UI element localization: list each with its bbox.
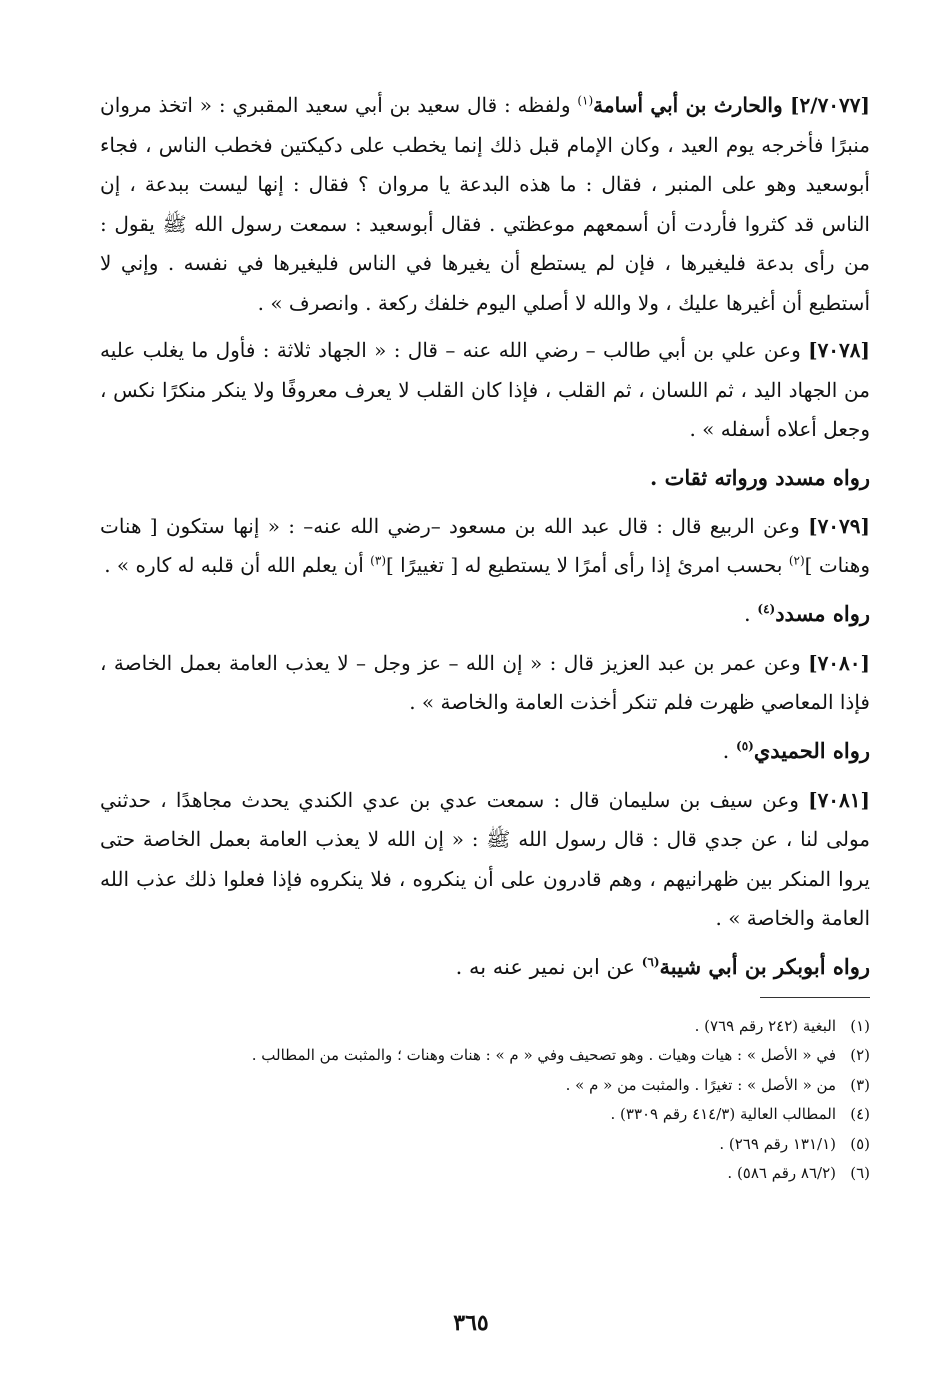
page-number: ٣٦٥ — [453, 1310, 489, 1336]
footnote-text: (٨٦/٢ رقم ٥٨٦) . — [727, 1164, 836, 1182]
hadith-text: بحسب امرئ إذا رأى أمرًا لا يستطيع له [ تغييرًا ] — [386, 553, 789, 577]
attribution-1: رواه مسدد ورواته ثقات . — [649, 464, 870, 490]
hadith-7077 — [100, 86, 870, 323]
footnote-number: (١) — [850, 1016, 870, 1035]
hadith-7078 — [100, 331, 870, 450]
footnote-text: في « الأصل » : هيات وهيات . وهو تصحيف وفي « م » : هنات وهنات ؛ والمثبت من المطالب . — [251, 1046, 836, 1064]
hadith-number: [٧٠٧٩] — [808, 513, 870, 538]
footnote-text: من « الأصل » : تغيرًا . والمثبت من « م » . — [565, 1075, 836, 1094]
attribution-text: رواه مسدد — [775, 600, 870, 626]
hadith-text: ولفظه : قال سعيد بن أبي سعيد المقبري : « اتخذ مروان منبرًا فأخرجه يوم العيد ، وكان الإمام قبل ذلك إنما يخطب على دكيكتين فخطب الناس ، فجاء أبوسعيد وهو على المنبر ، فقال : ما هذه البدعة يا مروان ؟ فقال : إنها ليست ببدعة ، إن الناس قد كثروا فأردت أن أسمعهم موعظتي . فقال أبوسعيد : سمعت رسول الله ﷺ يقول : من رأى بدعة فليغيرها ، فإن لم يستطع أن يغيرها في الناس فليغيرها في نفسه . وإني لا أستطيع أن أغيرها عليك ، ولا والله لا أصلي اليوم خلفك ركعة . وانصرف » . — [100, 93, 870, 315]
footnote-ref[interactable]: (٣) — [370, 553, 386, 568]
footnote-number: (٣) — [850, 1075, 870, 1094]
footnote-divider — [760, 997, 870, 998]
footnote-3 — [100, 1071, 870, 1101]
footnote-ref[interactable]: (٥) — [736, 738, 754, 753]
footnote-text: (١٣١/١ رقم ٢٦٩) . — [719, 1134, 836, 1153]
footnote-text: المطالب العالية (٤١٤/٣ رقم ٣٣٠٩) . — [610, 1105, 836, 1123]
hadith-heading: والحارث بن أبي أسامة — [593, 93, 791, 117]
page-body — [100, 86, 870, 1189]
footnote-ref[interactable]: (١) — [577, 93, 594, 108]
hadith-number: [٧٠٨١] — [808, 787, 870, 812]
attribution-rest: عن ابن نمير عنه به . — [455, 954, 642, 979]
footnote-6 — [100, 1159, 870, 1189]
footnote-number: (٥) — [850, 1134, 870, 1153]
footnotes — [100, 1012, 870, 1189]
footnote-1 — [100, 1012, 870, 1042]
hadith-number: [٧٠٨٠] — [808, 650, 870, 675]
attribution-text: رواه الحميدي — [753, 737, 870, 763]
footnote-number: (٢) — [850, 1046, 870, 1064]
attribution-end: . — [722, 738, 737, 763]
hadith-number: [٢/٧٠٧٧] — [790, 93, 870, 117]
attribution-4 — [100, 947, 870, 987]
hadith-text: أن يعلم الله أن قلبه له كاره » . — [104, 553, 371, 577]
footnote-4 — [100, 1100, 870, 1130]
hadith-text: وعن الربيع قال : قال عبد الله بن مسعود –رضي الله عنه– : « إنها ستكون [ هنات وهنات ] — [100, 513, 870, 577]
hadith-7080 — [100, 644, 870, 723]
footnote-ref[interactable]: (٤) — [757, 601, 776, 616]
hadith-text: وعن علي بن أبي طالب – رضي الله عنه – قال : « الجهاد ثلاثة : فأول ما يغلب عليه من الجهاد اليد ، ثم اللسان ، ثم القلب ، فإذا كان القلب لا يعرف معروفًا ولا ينكر منكرًا نكس ، وجعل أعلاه أسفله » . — [100, 338, 870, 441]
footnote-5 — [100, 1130, 870, 1160]
hadith-7079 — [100, 507, 870, 586]
attribution-end: . — [744, 601, 758, 626]
attribution-2 — [100, 594, 870, 634]
footnote-2 — [100, 1041, 870, 1071]
footnote-number: (٤) — [850, 1105, 870, 1123]
footnote-number: (٦) — [850, 1164, 870, 1182]
hadith-number: [٧٠٧٨] — [808, 338, 870, 362]
footnote-ref[interactable]: (٦) — [641, 954, 660, 969]
footnote-text: البغية (٢٤٢ رقم ٧٦٩) . — [694, 1016, 836, 1035]
attribution-text: رواه أبوبكر بن أبي شيبة — [659, 953, 870, 979]
attribution-3 — [100, 731, 870, 771]
footnote-ref[interactable]: (٢) — [788, 553, 805, 568]
hadith-text: وعن عمر بن عبد العزيز قال : « إن الله – عز وجل – لا يعذب العامة بعمل الخاصة ، فإذا المعاصي ظهرت فلم تنكر أخذت العامة والخاصة » . — [100, 650, 870, 714]
hadith-7081 — [100, 781, 870, 939]
hadith-text: وعن سيف بن سليمان قال : سمعت عدي بن عدي الكندي يحدث مجاهدًا ، حدثني مولى لنا ، عن جدي قال : قال رسول الله ﷺ : « إن الله لا يعذب العامة بعمل الخاصة حتى يروا المنكر بين ظهرانيهم ، وهم قادرون على أن ينكروه ، فلا ينكروه فإذا فعلوا ذلك عذب الله العامة والخاصة » . — [100, 787, 870, 930]
